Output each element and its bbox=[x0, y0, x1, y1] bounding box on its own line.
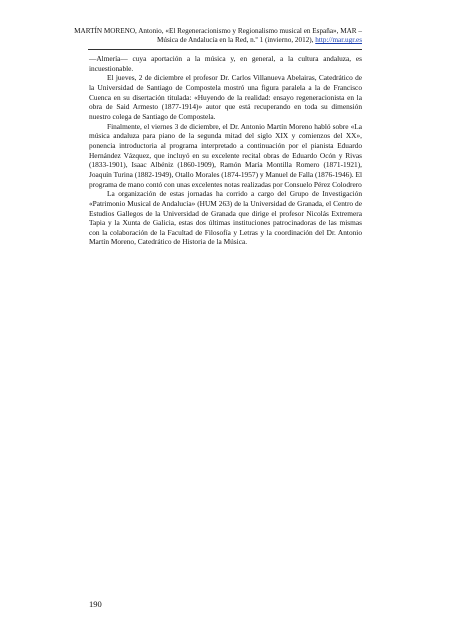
paragraph-continuation: —Almería— cuya aportación a la música y, en general, a la cultura andaluza, es incuestionable. bbox=[89, 54, 362, 73]
paragraph-martin-moreno: Finalmente, el viernes 3 de diciembre, el Dr. Antonio Martín Moreno habló sobre «La música andaluza para piano de la segunda mitad del siglo XIX y comienzos del XX», ponencia introductoria al programa interpretado a continuación por el pianista Eduardo Hernández Vázquez, que incluyó en su excelente recital obras de Eduardo Ocón y Rivas (1833-1901), Isaac Albéniz (1860-1909), Ramón María Montilla Romero (1871-1921), Joaquín Turina (1882-1949), Otallo Morales (1874-1957) y Manuel de Falla (1876-1946). El programa de mano contó con unas excelentes notas realizadas por Consuelo Pérez Colodrero bbox=[89, 121, 362, 189]
page-number: 190 bbox=[89, 599, 102, 609]
body-text bbox=[89, 54, 362, 247]
header-link[interactable]: http://mar.ugr.es bbox=[315, 36, 362, 45]
paragraph-organizacion: La organización de estas jornadas ha corrido a cargo del Grupo de Investigación «Patrimonio Musical de Andalucía» (HUM 263) de la Universidad de Granada, el Centro de Estudios Gallegos de la Universidad de Granada que dirige el profesor Nicolás Extremera Tapia y la Xunta de Galicia, estas dos últimas instituciones patrocinadoras de las mismas con la colaboración de la Facultad de Filosofía y Letras y la coordinación del Dr. Antonio Martín Moreno, Catedrático de Historia de la Música. bbox=[89, 189, 362, 247]
header-citation: MARTÍN MORENO, Antonio, «El Regeneracionismo y Regionalismo musical en España», MAR – Música de Andalucía en la Red, n.º 1 (invierno, 2012), bbox=[74, 27, 362, 45]
paragraph-villanueva: El jueves, 2 de diciembre el profesor Dr. Carlos Villanueva Abelairas, Catedrático de la Universidad de Santiago de Compostela mostró una figura paralela a la de Francisco Cuenca en su disertación titulada: «Huyendo de la realidad: ensayo regeneracionista en la obra de Said Armesto (1877-1914)» autor que está recuperando en toda su dimensión nuestro colega de Santiago de Compostela. bbox=[89, 73, 362, 121]
header-divider bbox=[88, 49, 362, 50]
running-header bbox=[60, 27, 362, 46]
